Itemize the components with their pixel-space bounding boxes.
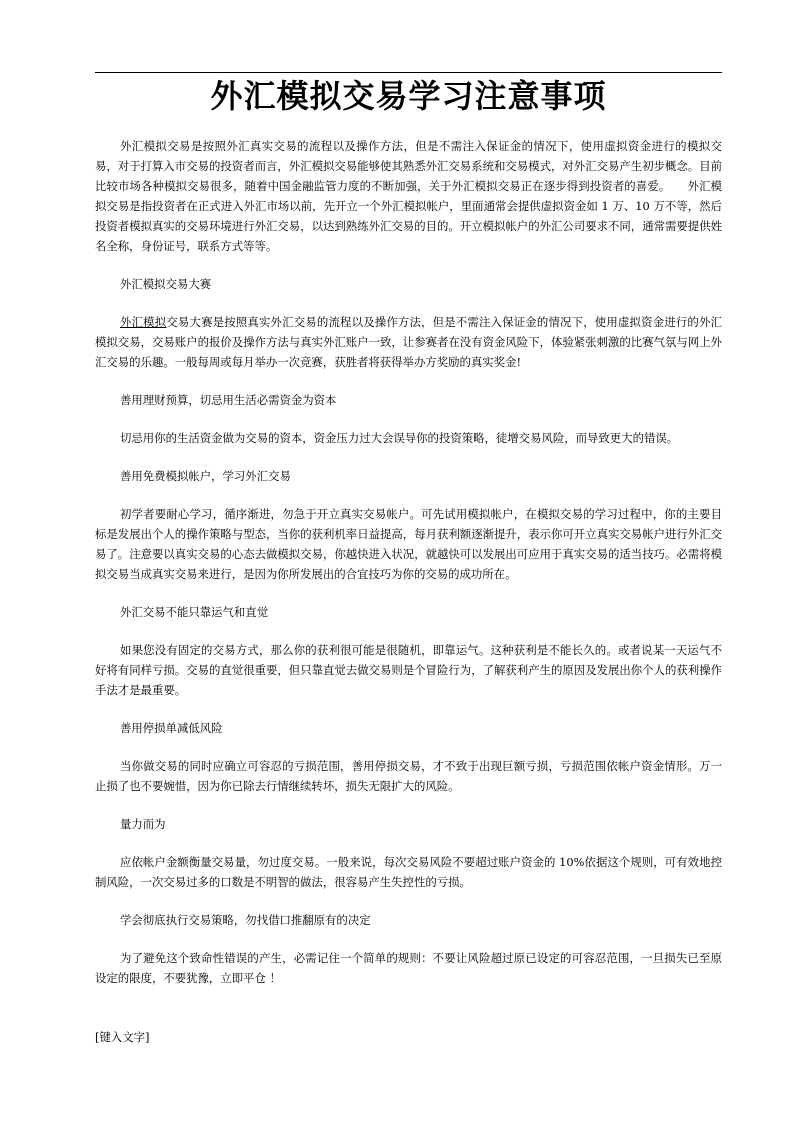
footer-placeholder[interactable]: [键入文字] <box>95 1030 150 1044</box>
paragraph-strategy: 为了避免这个致命性错误的产生，必需记住一个简单的规则：不要让风险超过原已设定的可容忍范围，一旦损失已至原设定的限度，不要犹豫，立即平仓 ！ <box>95 951 722 985</box>
section-heading-strategy: 学会彻底执行交易策略，勿找借口推翻原有的决定 <box>120 913 371 927</box>
paragraph-intro: 外汇模拟交易是按照外汇真实交易的流程以及操作方法，但是不需注入保证金的情况下，使用虚拟资金进行的模拟交易，对于打算入市交易的投资者而言，外汇模拟交易能够使其熟悉外汇交易系统和交易模式，对外汇交易产生初步概念。目前比较市场各种模拟交易很多，随着中国金融监管力度的不断加强，关于外汇模拟交易正在逐步得到投资者的喜爱。 外汇模拟交易是指投资者在正式进入外汇市场以前，先开立一个外汇模拟帐户，里面通常会提供虚拟资金如 1 万、10 万不等，然后投资者模拟真实的交易环境进行外汇交易，以达到熟练外汇交易的目的。开立模拟帐户的外汇公司要求不同，通常需要提供姓名全称，身份证号，联系方式等等。 <box>95 139 722 253</box>
paragraph-capacity: 应依帐户金额衡量交易量，勿过度交易。一般来说，每次交易风险不要超过账户资金的 10%依据这个规则，可有效地控制风险，一次交易过多的口数是不明智的做法，很容易产生失控性的亏损。 <box>95 855 722 889</box>
paragraph-contest <box>95 312 722 372</box>
paragraph-contest-text: 交易大赛是按照真实外汇交易的流程以及操作方法，但是不需注入保证金的情况下，使用虚拟资金进行的外汇模拟交易，交易账户的报价及操作方法与真实外汇账户一致，让参赛者在没有资金风险下，体验紧张刺激的比赛气氛与网上外汇交易的乐趣。一般每周或每月举办一次竞赛，获胜者将获得举办方奖励的真实奖金! <box>95 315 722 369</box>
header-rule <box>95 72 722 73</box>
paragraph-demo-account: 初学者要耐心学习，循序渐进，勿急于开立真实交易帐户。可先试用模拟帐户，在模拟交易的学习过程中，你的主要目标是发展出个人的操作策略与型态，当你的获利机率日益提高，每月获利额逐渐提升，表示你可开立真实交易帐户进行外汇交易了。注意要以真实交易的心态去做模拟交易，你越快进入状况，就越快可以发展出可应用于真实交易的适当技巧。必需将模拟交易当成真实交易来进行，是因为你所发展出的合宜技巧为你的交易的成功所在。 <box>95 507 722 581</box>
underlined-term: 外汇模拟 <box>120 315 167 329</box>
section-heading-budget: 善用理财预算，切忌用生活必需资金为资本 <box>120 393 337 407</box>
paragraph-luck: 如果您没有固定的交易方式，那么你的获利很可能是很随机，即靠运气。这种获利是不能长久的。或者说某一天运气不好将有同样亏损。交易的直觉很重要，但只靠直觉去做交易则是个冒险行为，了解获利产生的原因及发展出你个人的获利操作手法才是最重要。 <box>95 643 722 697</box>
document-body <box>95 136 722 988</box>
section-heading-capacity: 量力而为 <box>120 817 166 831</box>
paragraph-budget: 切忌用你的生活资金做为交易的资本，资金压力过大会误导你的投资策略，徒增交易风险，而导致更大的错误。 <box>120 431 679 445</box>
section-heading-demo-account: 善用免费模拟帐户，学习外汇交易 <box>120 469 291 483</box>
section-heading-stop-loss: 善用停损单减低风险 <box>120 721 223 735</box>
document-title: 外汇模拟交易学习注意事项 <box>210 77 607 115</box>
section-heading-luck: 外汇交易不能只靠运气和直觉 <box>120 605 269 619</box>
paragraph-stop-loss: 当你做交易的同时应确立可容忍的亏损范围，善用停损交易，才不致于出现巨额亏损，亏损范围依帐户资金情形。万一止损了也不要婉惜，因为你已除去行情继续转坏，损失无限扩大的风险。 <box>95 759 722 793</box>
section-heading-contest: 外汇模拟交易大赛 <box>120 277 212 291</box>
